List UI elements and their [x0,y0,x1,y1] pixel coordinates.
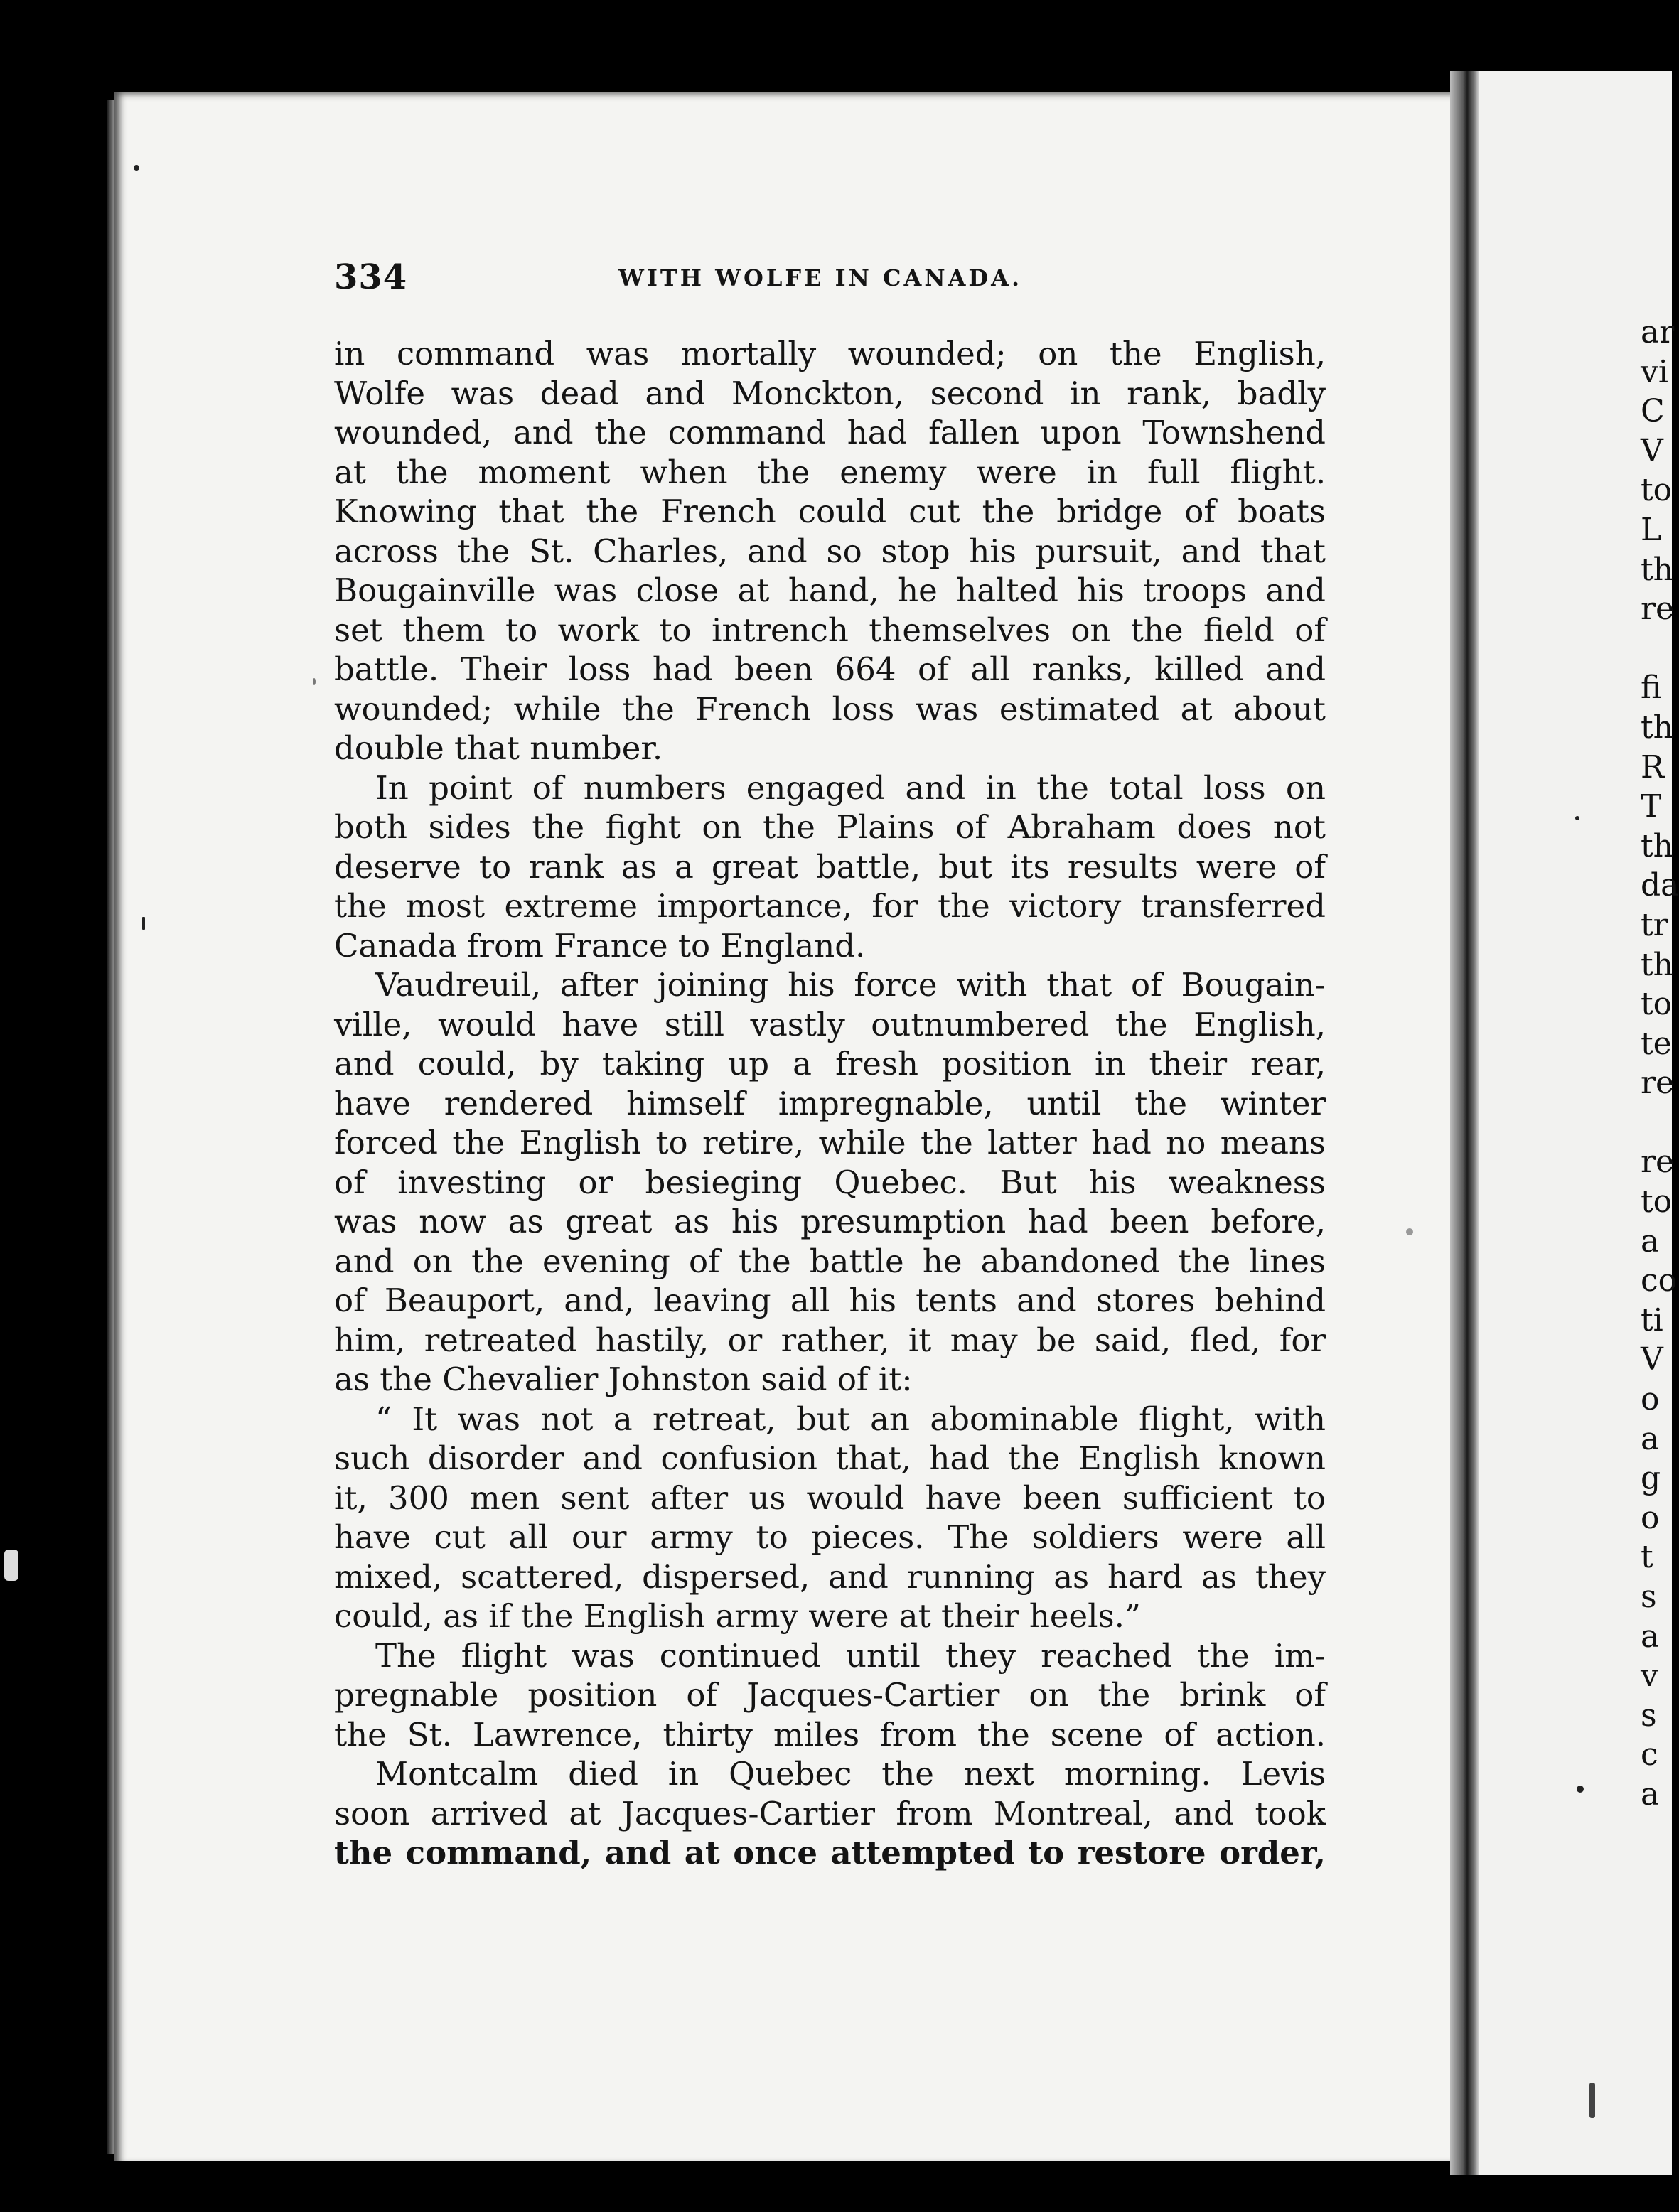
text-line: of Beauport, and, leaving all his tents and stores behind [334,1282,1326,1319]
right-page-fragment: a [1641,1618,1660,1655]
text-line: have cut all our army to pieces. The soldiers were all [334,1518,1326,1556]
text-line: forced the English to retire, while the latter had no means [334,1124,1326,1161]
text-line: both sides the fight on the Plains of Abraham does not [334,808,1326,846]
text-line: wounded, and the command had fallen upon Townshend [334,414,1326,451]
text-line: Bougainville was close at hand, he halted his troops and [334,571,1326,609]
right-page-fragment: o [1641,1381,1660,1418]
right-page-fragment: C [1641,393,1665,430]
right-page-fragment: th [1641,946,1674,983]
text-line: “ It was not a retreat, but an abominable flight, with [375,1400,1326,1438]
text-line: across the St. Charles, and so stop his pursuit, and that [334,532,1326,570]
text-line: the command, and at once attempted to restore order, [334,1834,1326,1872]
text-line: pregnable position of Jacques-Cartier on the brink of [334,1676,1326,1714]
right-page-fragment: re [1641,1144,1675,1181]
text-line: Vaudreuil, after joining his force with that of Bougain- [375,966,1326,1004]
text-line: him, retreated hastily, or rather, it may be said, fled, for [334,1321,1326,1359]
right-page-fragment: co [1641,1262,1678,1299]
scan-speck [1406,1228,1413,1235]
right-page-fragment: s [1641,1697,1657,1734]
right-page-fragment: re [1641,591,1675,628]
text-line: battle. Their loss had been 664 of all ranks, killed and [334,650,1326,688]
right-page-fragments [1641,313,1679,2090]
text-line: set them to work to intrench themselves on the field of [334,611,1326,649]
right-page-fragment: to [1641,472,1673,509]
text-line: at the moment when the enemy were in full flight. [334,453,1326,491]
page-number: 334 [334,257,408,297]
text-line: Wolfe was dead and Monckton, second in rank, badly [334,374,1326,412]
right-page-fragment: th [1641,551,1674,588]
right-page-fragment: ar [1641,314,1675,350]
text-line: the most extreme importance, for the victory transferred [334,887,1326,925]
right-page-fragment: T [1641,788,1662,825]
text-line: deserve to rank as a great battle, but its results were of [334,847,1326,886]
right-page-fragment: v [1641,1658,1658,1695]
right-page-fragment: g [1641,1460,1661,1497]
right-page-fragment: V [1641,432,1663,469]
right-page-fragment: o [1641,1499,1660,1536]
right-page-fragment: to [1641,986,1673,1023]
text-line: Knowing that the French could cut the bridge of boats [334,493,1326,530]
running-head: WITH WOLFE IN CANADA. [618,264,1023,291]
right-page-fragment: R [1641,748,1665,785]
text-line: ville, would have still vastly outnumbered the English, [334,1005,1326,1043]
right-page-fragment: a [1641,1776,1660,1813]
scan-speck [134,165,139,171]
right-page-fragment: da [1641,867,1679,904]
text-line: the St. Lawrence, thirty miles from the scene of action. [334,1715,1326,1754]
body-text [334,334,1326,1873]
page-header [334,257,1326,300]
right-page-fragment: a [1641,1223,1660,1260]
text-line: such disorder and confusion that, had the English known [334,1439,1326,1477]
text-line: soon arrived at Jacques-Cartier from Montreal, and took [334,1794,1326,1832]
text-line: The flight was continued until they reached the im- [375,1636,1326,1675]
text-line: Canada from France to England. [334,926,866,965]
text-line: it, 300 men sent after us would have been sufficient to [334,1478,1326,1517]
text-line: mixed, scattered, dispersed, and running as hard as they [334,1557,1326,1596]
right-page-fragment [1641,629,1672,669]
text-line: as the Chevalier Johnston said of it: [334,1360,913,1398]
scan-speck [1577,1786,1584,1793]
text-line: of investing or besieging Quebec. But his weakness [334,1163,1326,1201]
right-page-fragment [1641,1103,1672,1143]
right-page-fragment: to [1641,1183,1673,1220]
right-page-fragment: th [1641,709,1674,746]
right-page-fragment: L [1641,511,1662,548]
book-gutter [1450,71,1479,2175]
right-page-fragment: t [1641,1539,1653,1576]
scan-speck [313,678,316,685]
right-page-fragment: te [1641,1025,1672,1062]
right-page-fragment: vi [1641,353,1668,390]
text-line: Montcalm died in Quebec the next morning. Levis [375,1755,1326,1793]
text-line: was now as great as his presumption had been before, [334,1203,1326,1240]
scan-speck [1575,816,1579,820]
text-line: and on the evening of the battle he abandoned the lines [334,1242,1326,1280]
right-page-fragment: c [1641,1736,1658,1773]
text-line: wounded; while the French loss was estimated at about [334,689,1326,728]
text-line: have rendered himself impregnable, until the winter [334,1084,1326,1122]
right-page-fragment: V [1641,1341,1663,1378]
text-line: double that number. [334,729,663,767]
scan-speck [1589,2083,1595,2118]
text-line: and could, by taking up a fresh position in their rear, [334,1045,1326,1083]
right-page-fragment: ti [1641,1301,1663,1338]
scan-speck [142,917,145,930]
right-page-fragment: fi [1641,670,1662,707]
right-page-fragment: tr [1641,906,1668,943]
scan-speck [4,1550,18,1581]
right-page-fragment: re [1641,1065,1675,1102]
right-page-fragment: th [1641,827,1674,864]
text-line: in command was mortally wounded; on the English, [334,335,1326,372]
right-page-fragment: a [1641,1420,1660,1457]
right-page-fragment: s [1641,1579,1657,1615]
text-line: In point of numbers engaged and in the total loss on [375,768,1326,807]
text-line: could, as if the English army were at their heels.” [334,1597,1141,1635]
